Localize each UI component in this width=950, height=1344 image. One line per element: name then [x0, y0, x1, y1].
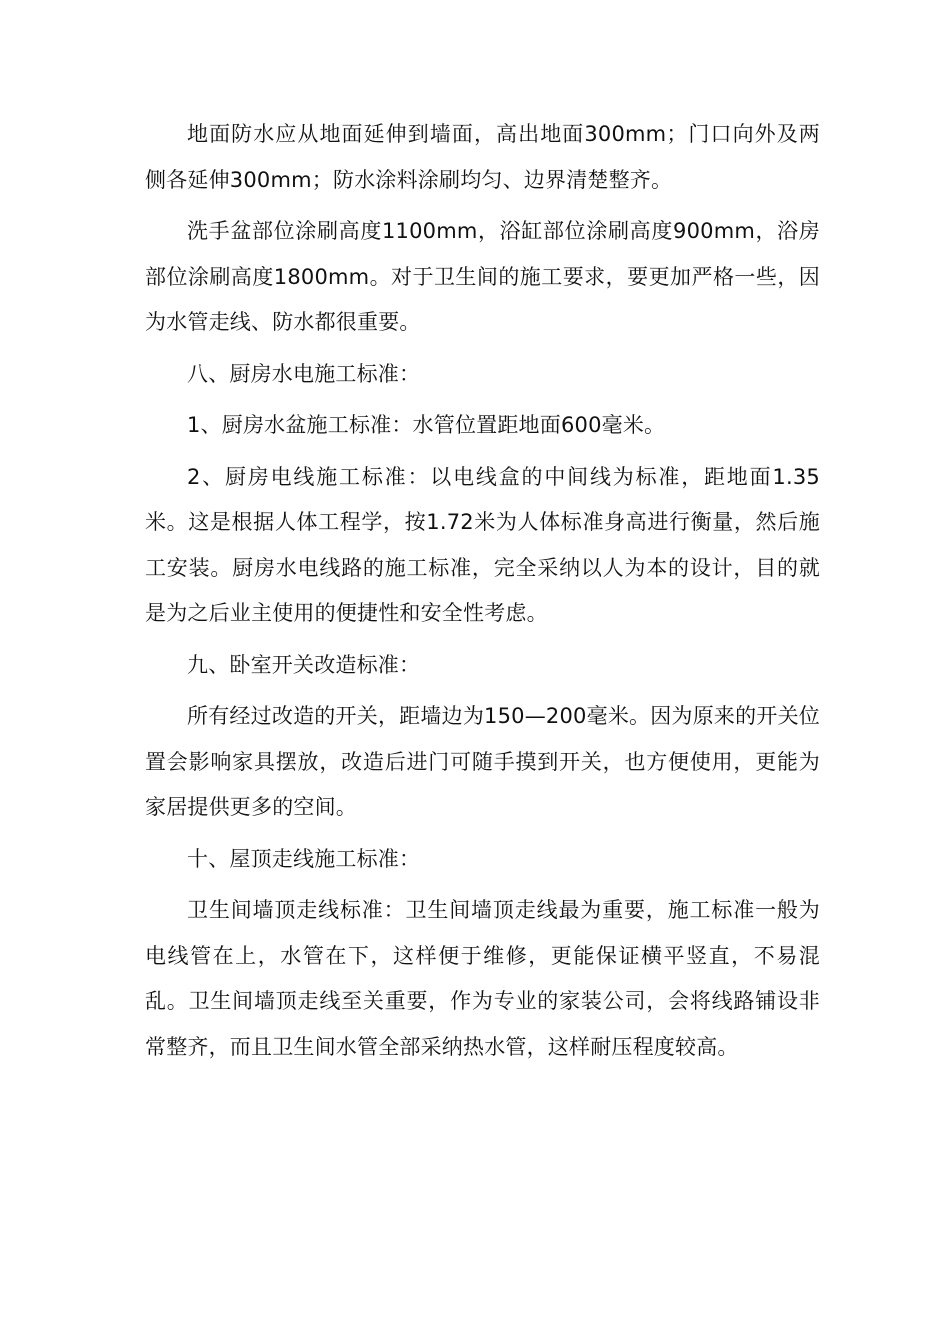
paragraph-switch-position: 所有经过改造的开关，距墙边为150—200毫米。因为原来的开关位置会影响家具摆放，改造后进门可随手摸到开关，也方便使用，更能为家居提供更多的空间。 — [145, 704, 820, 819]
document-page — [145, 112, 820, 1070]
paragraph-kitchen-wiring: 2、厨房电线施工标准：以电线盒的中间线为标准，距地面1.35米。这是根据人体工程学，按1.72米为人体标准身高进行衡量，然后施工安装。厨房水电线路的施工标准，完全采纳以人为本的设计，目的就是为之后业主使用的便捷性和安全性考虑。 — [145, 464, 820, 625]
paragraph-kitchen-sink: 1、厨房水盆施工标准：水管位置距地面600毫米。 — [187, 413, 666, 437]
paragraph-floor-waterproofing: 地面防水应从地面延伸到墙面，高出地面300mm；门口向外及两侧各延伸300mm；防水涂料涂刷均匀、边界清楚整齐。 — [145, 122, 820, 192]
heading-kitchen-standards: 八、厨房水电施工标准： — [187, 361, 421, 386]
heading-bedroom-switch: 九、卧室开关改造标准： — [187, 652, 421, 677]
paragraph-brush-heights: 洗手盆部位涂刷高度1100mm，浴缸部位涂刷高度900mm，浴房部位涂刷高度1800mm。对于卫生间的施工要求，要更加严格一些，因为水管走线、防水都很重要。 — [145, 219, 820, 334]
heading-ceiling-wiring: 十、屋顶走线施工标准： — [187, 846, 421, 871]
paragraph-bathroom-ceiling: 卫生间墙顶走线标准：卫生间墙顶走线最为重要，施工标准一般为电线管在上，水管在下，这样便于维修，更能保证横平竖直，不易混乱。卫生间墙顶走线至关重要，作为专业的家装公司，会将线路铺设非常整齐，而且卫生间水管全部采纳热水管，这样耐压程度较高。 — [145, 898, 820, 1059]
